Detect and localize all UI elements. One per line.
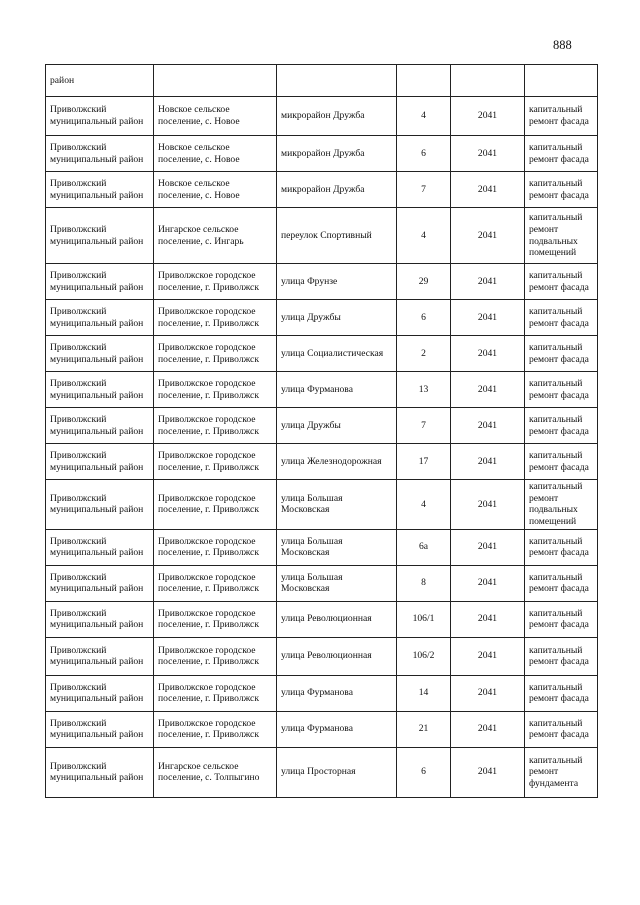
cell-house: 4 bbox=[397, 97, 451, 136]
cell-year: 2041 bbox=[451, 565, 525, 601]
cell-district: Приволжский муниципальный район bbox=[46, 336, 154, 372]
cell-settlement: Новское сельское поселение, с. Новое bbox=[154, 136, 277, 172]
cell-year: 2041 bbox=[451, 408, 525, 444]
cell-settlement: Приволжское городское поселение, г. Приволжск bbox=[154, 408, 277, 444]
cell-year: 2041 bbox=[451, 747, 525, 797]
cell-year: 2041 bbox=[451, 208, 525, 264]
cell-street: улица Большая Московская bbox=[277, 480, 397, 530]
cell-district: Приволжский муниципальный район bbox=[46, 208, 154, 264]
table-row bbox=[46, 97, 598, 136]
cell-work: капитальный ремонт фасада bbox=[525, 336, 598, 372]
cell-year bbox=[451, 65, 525, 97]
table-row-partial bbox=[46, 65, 598, 97]
cell-district: Приволжский муниципальный район bbox=[46, 172, 154, 208]
page-number: 888 bbox=[553, 38, 572, 52]
cell-street: улица Фурманова bbox=[277, 372, 397, 408]
table-row bbox=[46, 637, 598, 675]
cell-work: капитальный ремонт подвальных помещений bbox=[525, 480, 598, 530]
cell-settlement: Приволжское городское поселение, г. Приволжск bbox=[154, 336, 277, 372]
table-row bbox=[46, 444, 598, 480]
table-row bbox=[46, 136, 598, 172]
cell-street: улица Революционная bbox=[277, 637, 397, 675]
cell-house: 17 bbox=[397, 444, 451, 480]
cell-district: Приволжский муниципальный район bbox=[46, 408, 154, 444]
cell-year: 2041 bbox=[451, 300, 525, 336]
cell-street: микрорайон Дружба bbox=[277, 172, 397, 208]
cell-settlement: Приволжское городское поселение, г. Приволжск bbox=[154, 529, 277, 565]
cell-house: 6 bbox=[397, 136, 451, 172]
cell-work: капитальный ремонт фасада bbox=[525, 565, 598, 601]
cell-street: улица Большая Московская bbox=[277, 529, 397, 565]
cell-street: улица Социалистическая bbox=[277, 336, 397, 372]
cell-house: 7 bbox=[397, 408, 451, 444]
table-row bbox=[46, 480, 598, 530]
cell-settlement: Приволжское городское поселение, г. Приволжск bbox=[154, 264, 277, 300]
table-row bbox=[46, 601, 598, 637]
cell-house: 106/1 bbox=[397, 601, 451, 637]
cell-settlement: Приволжское городское поселение, г. Приволжск bbox=[154, 637, 277, 675]
cell-street: микрорайон Дружба bbox=[277, 136, 397, 172]
cell-district: район bbox=[46, 65, 154, 97]
cell-settlement: Приволжское городское поселение, г. Приволжск bbox=[154, 372, 277, 408]
cell-work: капитальный ремонт фасада bbox=[525, 372, 598, 408]
cell-year: 2041 bbox=[451, 172, 525, 208]
cell-year: 2041 bbox=[451, 711, 525, 747]
cell-year: 2041 bbox=[451, 444, 525, 480]
cell-street bbox=[277, 65, 397, 97]
cell-district: Приволжский муниципальный район bbox=[46, 675, 154, 711]
cell-work: капитальный ремонт фасада bbox=[525, 264, 598, 300]
cell-street: улица Железнодорожная bbox=[277, 444, 397, 480]
cell-street: улица Фрунзе bbox=[277, 264, 397, 300]
cell-year: 2041 bbox=[451, 336, 525, 372]
cell-work: капитальный ремонт фасада bbox=[525, 637, 598, 675]
cell-street: улица Дружбы bbox=[277, 300, 397, 336]
cell-year: 2041 bbox=[451, 264, 525, 300]
cell-house: 29 bbox=[397, 264, 451, 300]
table-row bbox=[46, 675, 598, 711]
cell-district: Приволжский муниципальный район bbox=[46, 97, 154, 136]
table-row bbox=[46, 208, 598, 264]
cell-street: переулок Спортивный bbox=[277, 208, 397, 264]
cell-settlement bbox=[154, 65, 277, 97]
cell-work: капитальный ремонт фасада bbox=[525, 444, 598, 480]
cell-year: 2041 bbox=[451, 480, 525, 530]
cell-house: 6а bbox=[397, 529, 451, 565]
cell-year: 2041 bbox=[451, 529, 525, 565]
cell-work bbox=[525, 65, 598, 97]
repair-schedule-table bbox=[45, 64, 598, 798]
cell-settlement: Приволжское городское поселение, г. Приволжск bbox=[154, 444, 277, 480]
cell-house: 13 bbox=[397, 372, 451, 408]
cell-house bbox=[397, 65, 451, 97]
cell-district: Приволжский муниципальный район bbox=[46, 601, 154, 637]
cell-settlement: Ингарское сельское поселение, с. Ингарь bbox=[154, 208, 277, 264]
cell-settlement: Новское сельское поселение, с. Новое bbox=[154, 97, 277, 136]
table-row bbox=[46, 408, 598, 444]
cell-district: Приволжский муниципальный район bbox=[46, 565, 154, 601]
cell-settlement: Приволжское городское поселение, г. Приволжск bbox=[154, 601, 277, 637]
cell-street: микрорайон Дружба bbox=[277, 97, 397, 136]
table-row bbox=[46, 172, 598, 208]
cell-street: улица Фурманова bbox=[277, 675, 397, 711]
cell-settlement: Новское сельское поселение, с. Новое bbox=[154, 172, 277, 208]
cell-settlement: Приволжское городское поселение, г. Приволжск bbox=[154, 711, 277, 747]
table-row bbox=[46, 529, 598, 565]
cell-house: 106/2 bbox=[397, 637, 451, 675]
cell-settlement: Приволжское городское поселение, г. Приволжск bbox=[154, 675, 277, 711]
table-row bbox=[46, 372, 598, 408]
cell-street: улица Революционная bbox=[277, 601, 397, 637]
table-row bbox=[46, 300, 598, 336]
table-body bbox=[46, 65, 598, 798]
cell-street: улица Большая Московская bbox=[277, 565, 397, 601]
cell-house: 4 bbox=[397, 208, 451, 264]
table-row bbox=[46, 711, 598, 747]
cell-year: 2041 bbox=[451, 637, 525, 675]
cell-work: капитальный ремонт фасада bbox=[525, 300, 598, 336]
cell-district: Приволжский муниципальный район bbox=[46, 372, 154, 408]
cell-district: Приволжский муниципальный район bbox=[46, 747, 154, 797]
cell-district: Приволжский муниципальный район bbox=[46, 136, 154, 172]
cell-work: капитальный ремонт фасада bbox=[525, 529, 598, 565]
cell-house: 4 bbox=[397, 480, 451, 530]
cell-district: Приволжский муниципальный район bbox=[46, 637, 154, 675]
cell-house: 6 bbox=[397, 747, 451, 797]
cell-house: 21 bbox=[397, 711, 451, 747]
cell-house: 2 bbox=[397, 336, 451, 372]
cell-work: капитальный ремонт фасада bbox=[525, 711, 598, 747]
cell-settlement: Приволжское городское поселение, г. Приволжск bbox=[154, 300, 277, 336]
cell-district: Приволжский муниципальный район bbox=[46, 444, 154, 480]
cell-work: капитальный ремонт фасада bbox=[525, 675, 598, 711]
cell-work: капитальный ремонт фасада bbox=[525, 136, 598, 172]
cell-work: капитальный ремонт подвальных помещений bbox=[525, 208, 598, 264]
cell-year: 2041 bbox=[451, 97, 525, 136]
cell-house: 8 bbox=[397, 565, 451, 601]
cell-work: капитальный ремонт фасада bbox=[525, 601, 598, 637]
cell-district: Приволжский муниципальный район bbox=[46, 480, 154, 530]
table-row bbox=[46, 264, 598, 300]
cell-district: Приволжский муниципальный район bbox=[46, 529, 154, 565]
cell-year: 2041 bbox=[451, 136, 525, 172]
cell-house: 6 bbox=[397, 300, 451, 336]
cell-house: 7 bbox=[397, 172, 451, 208]
cell-district: Приволжский муниципальный район bbox=[46, 264, 154, 300]
cell-settlement: Приволжское городское поселение, г. Приволжск bbox=[154, 565, 277, 601]
cell-district: Приволжский муниципальный район bbox=[46, 711, 154, 747]
cell-year: 2041 bbox=[451, 601, 525, 637]
table-row bbox=[46, 565, 598, 601]
cell-settlement: Приволжское городское поселение, г. Приволжск bbox=[154, 480, 277, 530]
cell-work: капитальный ремонт фасада bbox=[525, 97, 598, 136]
cell-settlement: Ингарское сельское поселение, с. Толпыгино bbox=[154, 747, 277, 797]
cell-street: улица Фурманова bbox=[277, 711, 397, 747]
cell-house: 14 bbox=[397, 675, 451, 711]
cell-work: капитальный ремонт фундамента bbox=[525, 747, 598, 797]
cell-year: 2041 bbox=[451, 675, 525, 711]
cell-work: капитальный ремонт фасада bbox=[525, 172, 598, 208]
cell-year: 2041 bbox=[451, 372, 525, 408]
table-row bbox=[46, 336, 598, 372]
cell-district: Приволжский муниципальный район bbox=[46, 300, 154, 336]
cell-street: улица Просторная bbox=[277, 747, 397, 797]
cell-street: улица Дружбы bbox=[277, 408, 397, 444]
cell-work: капитальный ремонт фасада bbox=[525, 408, 598, 444]
table-row bbox=[46, 747, 598, 797]
